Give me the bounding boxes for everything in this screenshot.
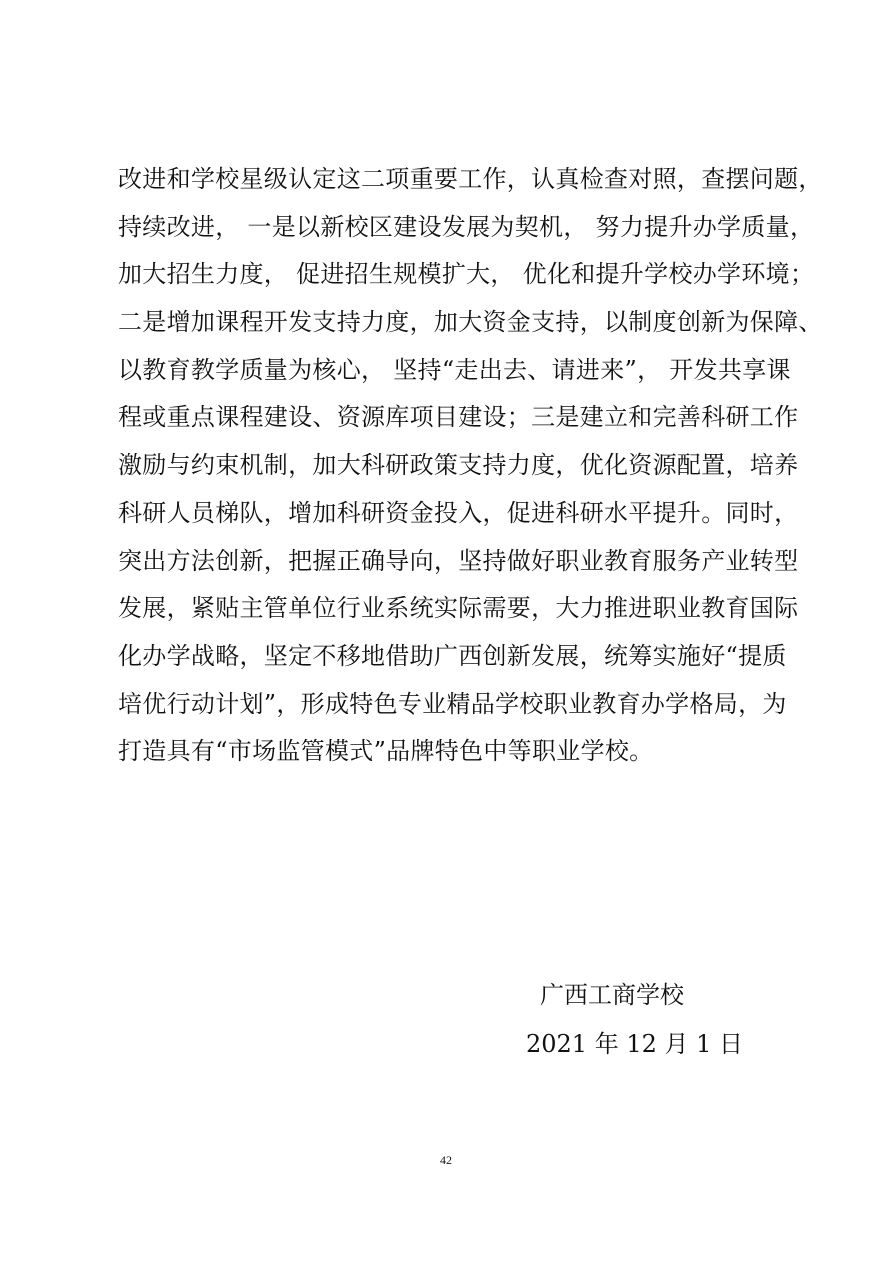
paragraph-line-8: 科研人员梯队，增加科研资金投入，促进科研水平提升。同时，: [118, 498, 799, 527]
paragraph-line-5: 以教育教学质量为核心， 坚持“走出去、请进来”， 开发共享课: [118, 355, 791, 384]
paragraph-line-7: 激励与约束机制，加大科研政策支持力度，优化资源配置，培养: [118, 451, 799, 480]
paragraph-line-11: 化办学战略，坚定不移地借助广西创新发展，统筹实施好“提质: [118, 641, 787, 670]
page-number: 42: [440, 1153, 452, 1167]
paragraph-line-6: 程或重点课程建设、资源库项目建设；三是建立和完善科研工作: [118, 403, 799, 432]
paragraph-line-13: 打造具有“市场监管模式”品牌特色中等职业学校。: [118, 737, 654, 766]
body-paragraph: [118, 156, 823, 776]
paragraph-line-3: 加大招生力度， 促进招生规模扩大， 优化和提升学校办学环境；: [118, 260, 815, 289]
signature-date: 2021 年 12 月 1 日: [526, 1030, 744, 1058]
paragraph-line-2: 持续改进， 一是以新校区建设发展为契机， 努力提升办学质量，: [118, 212, 815, 241]
paragraph-line-12: 培优行动计划”，形成特色专业精品学校职业教育办学格局，为: [118, 689, 787, 718]
paragraph-line-9: 突出方法创新，把握正确导向，坚持做好职业教育服务产业转型: [118, 546, 799, 575]
paragraph-line-1: 改进和学校星级认定这二项重要工作，认真检查对照，查摆问题，: [118, 165, 823, 193]
paragraph-line-10: 发展，紧贴主管单位行业系统实际需要，大力推进职业教育国际: [118, 594, 799, 623]
signature-organization: 广西工商学校: [540, 981, 684, 1009]
paragraph-line-4: 二是增加课程开发支持力度，加大资金支持，以制度创新为保障、: [118, 308, 823, 337]
